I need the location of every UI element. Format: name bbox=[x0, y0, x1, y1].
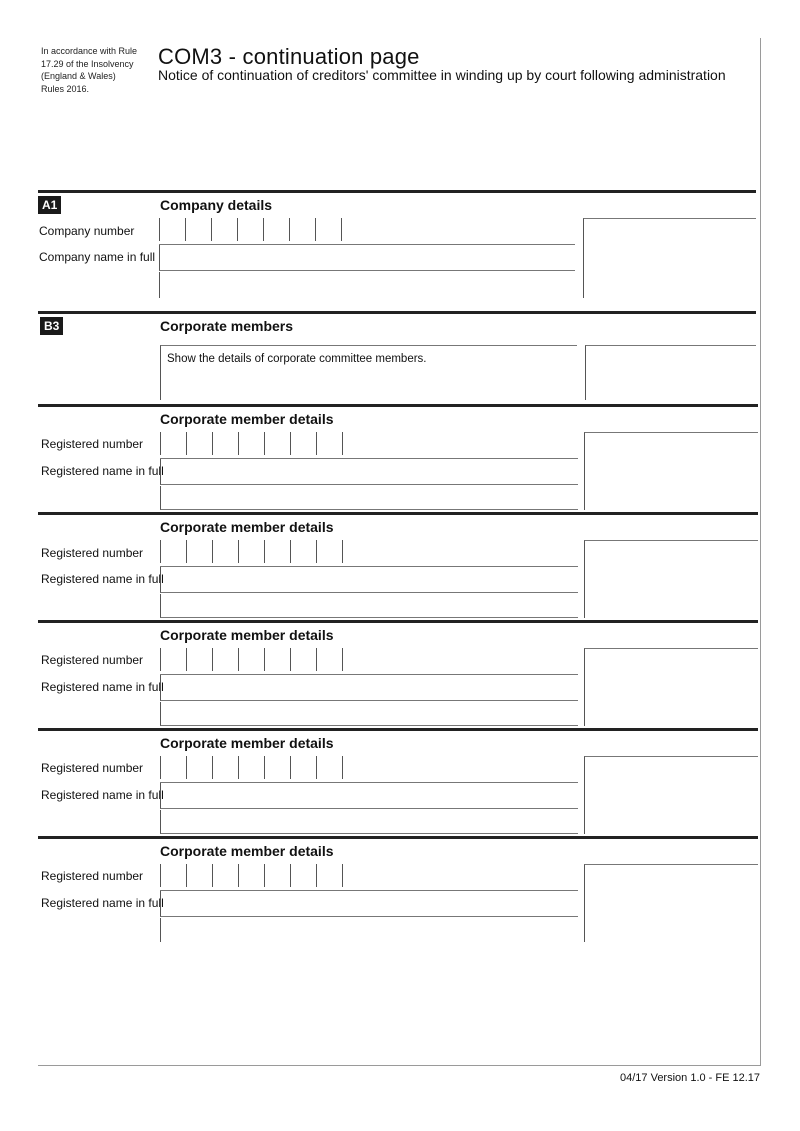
digit-box[interactable] bbox=[238, 756, 263, 779]
digit-box[interactable] bbox=[316, 648, 341, 671]
digit-box[interactable] bbox=[186, 540, 211, 563]
digit-box[interactable] bbox=[290, 864, 315, 887]
digit-box[interactable] bbox=[290, 756, 315, 779]
digit-box[interactable] bbox=[238, 432, 263, 455]
registered-name-field-line1[interactable] bbox=[160, 891, 578, 917]
side-notes-box bbox=[584, 756, 758, 834]
digit-box[interactable] bbox=[211, 218, 236, 241]
section-badge-b3: B3 bbox=[40, 317, 63, 335]
registered-number-label: Registered number bbox=[41, 437, 144, 451]
member-block bbox=[38, 836, 758, 944]
digit-box[interactable] bbox=[186, 648, 211, 671]
form-subtitle: Notice of continuation of creditors' committee in winding up by court following administration bbox=[158, 67, 726, 83]
section-divider bbox=[38, 311, 756, 314]
side-notes-box bbox=[584, 540, 758, 618]
registered-name-label: Registered name in full bbox=[41, 680, 164, 694]
side-notes-box bbox=[584, 432, 758, 510]
section-divider bbox=[38, 728, 758, 731]
registered-number-input[interactable] bbox=[160, 648, 365, 671]
registered-number-label: Registered number bbox=[41, 869, 144, 883]
digit-box[interactable] bbox=[160, 756, 185, 779]
instruction-box: Show the details of corporate committee members. bbox=[160, 345, 577, 400]
digit-box[interactable] bbox=[238, 864, 263, 887]
registered-name-label: Registered name in full bbox=[41, 572, 164, 586]
registered-name-field-line2[interactable] bbox=[160, 594, 578, 618]
registered-number-label: Registered number bbox=[41, 653, 144, 667]
registered-number-input[interactable] bbox=[160, 540, 365, 563]
digit-box[interactable] bbox=[160, 648, 185, 671]
digit-box[interactable] bbox=[263, 218, 288, 241]
digit-box[interactable] bbox=[264, 756, 289, 779]
registered-number-input[interactable] bbox=[160, 864, 365, 887]
registered-name-field-line1[interactable] bbox=[160, 675, 578, 701]
side-notes-box bbox=[583, 218, 756, 298]
registered-name-field-line2[interactable] bbox=[160, 486, 578, 510]
digit-box[interactable] bbox=[237, 218, 262, 241]
form-title: COM3 - continuation page bbox=[158, 44, 420, 69]
section-badge-a1: A1 bbox=[38, 196, 61, 214]
section-divider bbox=[38, 512, 758, 515]
registered-name-label: Registered name in full bbox=[41, 464, 164, 478]
registered-name-label: Registered name in full bbox=[41, 788, 164, 802]
member-block-title: Corporate member details bbox=[160, 627, 334, 643]
member-block bbox=[38, 404, 758, 512]
digit-box[interactable] bbox=[238, 648, 263, 671]
digit-box[interactable] bbox=[342, 756, 364, 779]
digit-box[interactable] bbox=[212, 648, 237, 671]
section-divider bbox=[38, 190, 756, 193]
digit-box[interactable] bbox=[342, 540, 364, 563]
digit-box[interactable] bbox=[290, 432, 315, 455]
member-block-title: Corporate member details bbox=[160, 519, 334, 535]
digit-box[interactable] bbox=[212, 540, 237, 563]
side-notes-box bbox=[584, 648, 758, 726]
version-footer: 04/17 Version 1.0 - FE 12.17 bbox=[620, 1072, 761, 1084]
digit-box[interactable] bbox=[185, 218, 210, 241]
registered-number-input[interactable] bbox=[160, 432, 365, 455]
company-name-field-line1[interactable] bbox=[159, 245, 575, 271]
registered-number-label: Registered number bbox=[41, 546, 144, 560]
digit-box[interactable] bbox=[264, 648, 289, 671]
digit-box[interactable] bbox=[264, 864, 289, 887]
digit-box[interactable] bbox=[342, 432, 364, 455]
company-number-label: Company number bbox=[39, 224, 135, 238]
registered-name-field-line2[interactable] bbox=[160, 702, 578, 726]
digit-box[interactable] bbox=[186, 432, 211, 455]
digit-box[interactable] bbox=[264, 432, 289, 455]
digit-box[interactable] bbox=[264, 540, 289, 563]
digit-box[interactable] bbox=[160, 432, 185, 455]
registered-name-field-line1[interactable] bbox=[160, 567, 578, 593]
member-block bbox=[38, 728, 758, 836]
digit-box[interactable] bbox=[342, 648, 364, 671]
section-title-corporate-members: Corporate members bbox=[160, 318, 294, 334]
digit-box[interactable] bbox=[160, 864, 185, 887]
registered-name-field-line2[interactable] bbox=[160, 918, 578, 942]
digit-box[interactable] bbox=[315, 218, 340, 241]
legal-note: In accordance with Rule 17.29 of the Insolvency (England & Wales) Rules 2016. bbox=[41, 46, 138, 94]
digit-box[interactable] bbox=[212, 864, 237, 887]
page-frame-bottom bbox=[38, 1065, 761, 1066]
registered-number-label: Registered number bbox=[41, 761, 144, 775]
digit-box[interactable] bbox=[290, 540, 315, 563]
digit-box[interactable] bbox=[342, 864, 364, 887]
digit-box[interactable] bbox=[238, 540, 263, 563]
registered-number-input[interactable] bbox=[160, 756, 365, 779]
member-block bbox=[38, 620, 758, 728]
digit-box[interactable] bbox=[316, 864, 341, 887]
member-block bbox=[38, 512, 758, 620]
registered-name-label: Registered name in full bbox=[41, 896, 164, 910]
digit-box[interactable] bbox=[316, 432, 341, 455]
side-notes-box bbox=[585, 345, 756, 400]
company-name-label: Company name in full bbox=[39, 250, 156, 264]
digit-box[interactable] bbox=[186, 756, 211, 779]
digit-box[interactable] bbox=[212, 756, 237, 779]
company-name-field-line2[interactable] bbox=[159, 272, 575, 298]
digit-box[interactable] bbox=[186, 864, 211, 887]
section-divider bbox=[38, 404, 758, 407]
section-divider bbox=[38, 836, 758, 839]
company-number-input[interactable] bbox=[159, 218, 364, 241]
digit-box[interactable] bbox=[159, 218, 184, 241]
registered-name-field-line1[interactable] bbox=[160, 459, 578, 485]
digit-box[interactable] bbox=[289, 218, 314, 241]
section-divider bbox=[38, 620, 758, 623]
page-frame-right bbox=[760, 38, 761, 1066]
digit-box[interactable] bbox=[316, 540, 341, 563]
digit-box[interactable] bbox=[290, 648, 315, 671]
registered-name-field-line2[interactable] bbox=[160, 810, 578, 834]
digit-box[interactable] bbox=[341, 218, 363, 241]
digit-box[interactable] bbox=[212, 432, 237, 455]
registered-name-field-line1[interactable] bbox=[160, 783, 578, 809]
digit-box[interactable] bbox=[316, 756, 341, 779]
member-block-title: Corporate member details bbox=[160, 843, 334, 859]
side-notes-box bbox=[584, 864, 758, 942]
section-title-company-details: Company details bbox=[160, 197, 273, 213]
digit-box[interactable] bbox=[160, 540, 185, 563]
member-block-title: Corporate member details bbox=[160, 735, 334, 751]
member-block-title: Corporate member details bbox=[160, 411, 334, 427]
